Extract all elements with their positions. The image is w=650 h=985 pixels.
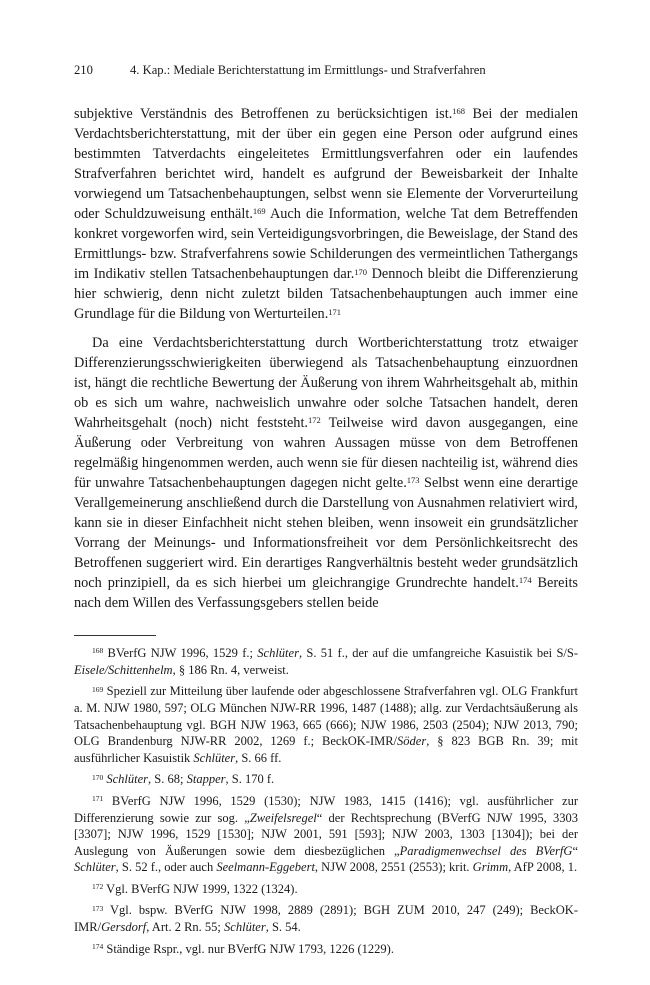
footnote-173 bbox=[74, 902, 578, 935]
text-segment: subjektive Verständnis des Betroffenen zu berücksichtigen ist. bbox=[74, 106, 453, 122]
footnote-number: 170 bbox=[92, 772, 104, 782]
footnote-text: “ der Rechtsprechung (BVerfG NJW 1995, 3303 [3307]; NJW 1996, 1529 [1530]; NJW 2001, 591 [593]; NJW 2003, 1303 [1304]); bei der Auslegung von Äußerungen sowie dem diesbezüglichen „ bbox=[74, 810, 578, 858]
footnote-text: , S. 54. bbox=[265, 920, 301, 935]
footnote-number: 172 bbox=[92, 882, 104, 892]
footnote-text: Vgl. bspw. BVerfG NJW 1998, 2889 (2891); BGH ZUM 2010, 247 (249); BeckOK-IMR/ bbox=[74, 903, 578, 935]
emphasis: Paradigmenwechsel des BVerfG bbox=[399, 843, 573, 858]
footnote-text: Ständige Rspr., vgl. nur BVerfG NJW 1793, 1226 (1229). bbox=[103, 941, 394, 956]
paragraph-1 bbox=[74, 104, 578, 325]
chapter-title: 4. Kap.: Mediale Berichterstattung im Ermittlungs- und Strafverfahren bbox=[130, 63, 486, 77]
footnote-text: “ bbox=[572, 843, 578, 858]
footnote-ref-170[interactable]: 170 bbox=[354, 266, 368, 277]
text-segment: Dennoch bleibt die Differenzierung hier schwierig, denn nicht zuletzt bilden Tatsachenbehauptungen auch immer eine Grundlage für die Bildung von Werturteilen. bbox=[74, 266, 578, 323]
author-name: Gersdorf bbox=[101, 920, 147, 935]
footnote-text: Vgl. BVerfG NJW 1999, 1322 (1324). bbox=[103, 881, 298, 896]
author-name: Schlüter bbox=[257, 646, 299, 661]
footnote-ref-173[interactable]: 173 bbox=[406, 475, 420, 486]
footnote-text: , S. 66 ff. bbox=[235, 750, 282, 765]
author-name: Seelmann-Eggebert bbox=[216, 860, 315, 875]
footnotes bbox=[74, 645, 578, 957]
paragraph-2 bbox=[74, 333, 578, 614]
footnote-text: Speziell zur Mitteilung über laufende oder abgeschlossene Strafverfahren vgl. OLG Frankfurt a. M. NJW 1980, 597; OLG München NJW-RR 1996, 1487 (1488); allg. zur Verdachtsäußerung als Tatsachenbehauptung vgl. BGH NJW 1963, 665 (666); NJW 1986, 2503 (2504); NJW 2013, 790; OLG Brandenburg NJW-RR 2002, 1269 f.; BeckOK-IMR/ bbox=[74, 684, 578, 749]
footnote-172 bbox=[74, 881, 578, 898]
page-number: 210 bbox=[74, 63, 93, 77]
emphasis: Zweifelsregel bbox=[249, 810, 317, 825]
footnote-text: , NJW 2008, 2551 (2553); krit. bbox=[314, 860, 473, 875]
footnote-number: 171 bbox=[92, 794, 104, 804]
footnote-separator bbox=[74, 635, 156, 636]
footnote-ref-168[interactable]: 168 bbox=[452, 106, 466, 117]
running-head bbox=[74, 62, 578, 78]
author-name: Stapper bbox=[186, 772, 226, 787]
text-segment: Selbst wenn eine derartige Verallgemeinerung anschließend durch die Darstellung von Ausnahmen relativiert wird, kann sie in dieser Einfachheit nicht stehen bleiben, wenn insoweit ein grundsätzlicher Vorrang der Meinungs- und Informationsfreiheit vor dem Persönlichkeitsrecht des Betroffenen suggeriert wird. Ein derartiges Rangverhältnis besteht weder grundsätzlich noch prinzipiell, da es sich hierbei um gleichrangige Grundrechte handelt. bbox=[74, 474, 578, 592]
footnote-text: , S. 51 f., der auf die umfangreiche Kasuistik bei S/S- bbox=[298, 646, 578, 661]
text-segment: Bei der medialen Verdachtsberichterstattung, mit der über ein gegen eine Person oder aufgrund eines bestimmten Tatverdachts eingeleitetes Ermittlungsverfahren oder ein laufendes Strafverfahren berichtet wird, handelt es aufgrund der Beweisbarkeit der Inhalte vorwiegend um Tatsachenbehauptungen, selbst wenn sie Elemente der Vorverurteilung oder Schuldzuweisung enthält. bbox=[74, 106, 579, 223]
author-name: Söder bbox=[397, 734, 427, 749]
author-name: Schlüter bbox=[193, 750, 236, 765]
text-segment: Bereits nach dem Willen des Verfassungsgebers stellen beide bbox=[74, 575, 578, 612]
footnote-number: 168 bbox=[92, 646, 104, 656]
footnote-text: , S. 52 f., oder auch bbox=[115, 860, 217, 875]
footnote-168 bbox=[74, 645, 578, 678]
text-segment: Da eine Verdachtsberichterstattung durch Wortberichterstattung trotz etwaiger Differenzierungsschwierigkeiten überwiegend als Tatsachenbehauptung einzuordnen ist, hängt die rechtliche Bewertung der Äußerung von ihrem Wahrheitsgehalt ab, mithin ob es sich um wahre, nachweislich unwahre oder solche Tatsachen handelt, deren Wahrheitsgehalt (noch) nicht feststeht. bbox=[74, 334, 578, 431]
footnote-number: 169 bbox=[92, 684, 104, 694]
footnote-text: , § 823 BGB Rn. 39; mit ausführlicher Kasuistik bbox=[74, 734, 579, 765]
footnote-number: 173 bbox=[92, 903, 104, 913]
footnote-171 bbox=[74, 793, 578, 876]
footnote-174 bbox=[74, 941, 578, 958]
footnote-ref-174[interactable]: 174 bbox=[518, 575, 532, 586]
footnote-ref-169[interactable]: 169 bbox=[252, 206, 266, 217]
text-segment: Teilweise wird davon ausgegangen, eine Äußerung oder Verbreitung von wahren Aussagen müsse von dem Betroffenen regelmäßig hingenommen werden, auch wenn sie für diesen nachteilig ist, während dies für unwahre Tatsachenbehauptungen dagegen nicht gelte. bbox=[74, 414, 578, 491]
footnote-text: , § 186 Rn. 4, verweist. bbox=[172, 662, 289, 677]
author-name: Schlüter bbox=[224, 920, 266, 935]
footnote-169 bbox=[74, 683, 578, 766]
footnote-text: BVerfG NJW 1996, 1529 f.; bbox=[103, 646, 258, 661]
footnote-170 bbox=[74, 771, 578, 788]
main-text bbox=[74, 104, 578, 613]
footnote-text: , AfP 2008, 1. bbox=[508, 860, 578, 875]
footnote-text: BVerfG NJW 1996, 1529 (1530); NJW 1983, 1415 (1416); vgl. ausführlicher zur Differenzierung sowie zur sog. „ bbox=[74, 793, 578, 825]
text-segment: Auch die Information, welche Tat dem Betreffenden konkret vorgeworfen wird, sein Verteidigungsvorbringen, die Beweislage, der Stand des Ermittlungs- bzw. Strafverfahrens sowie Schilderungen des vermeintlichen Tathergangs im Indikativ stellen Tatsachenbehauptungen dar. bbox=[74, 206, 578, 283]
author-name: Schlüter bbox=[106, 772, 149, 787]
footnote-number: 174 bbox=[92, 941, 104, 951]
footnote-text: , Art. 2 Rn. 55; bbox=[146, 920, 225, 935]
author-name: Eisele/Schittenhelm bbox=[74, 662, 173, 677]
footnote-text: , S. 68; bbox=[148, 772, 187, 787]
footnote-ref-171[interactable]: 171 bbox=[328, 306, 342, 317]
author-name: Schlüter bbox=[74, 860, 116, 875]
footnote-ref-172[interactable]: 172 bbox=[308, 414, 321, 425]
book-page bbox=[74, 62, 578, 962]
footnote-text: , S. 170 f. bbox=[225, 772, 275, 787]
author-name: Grimm bbox=[472, 860, 509, 875]
